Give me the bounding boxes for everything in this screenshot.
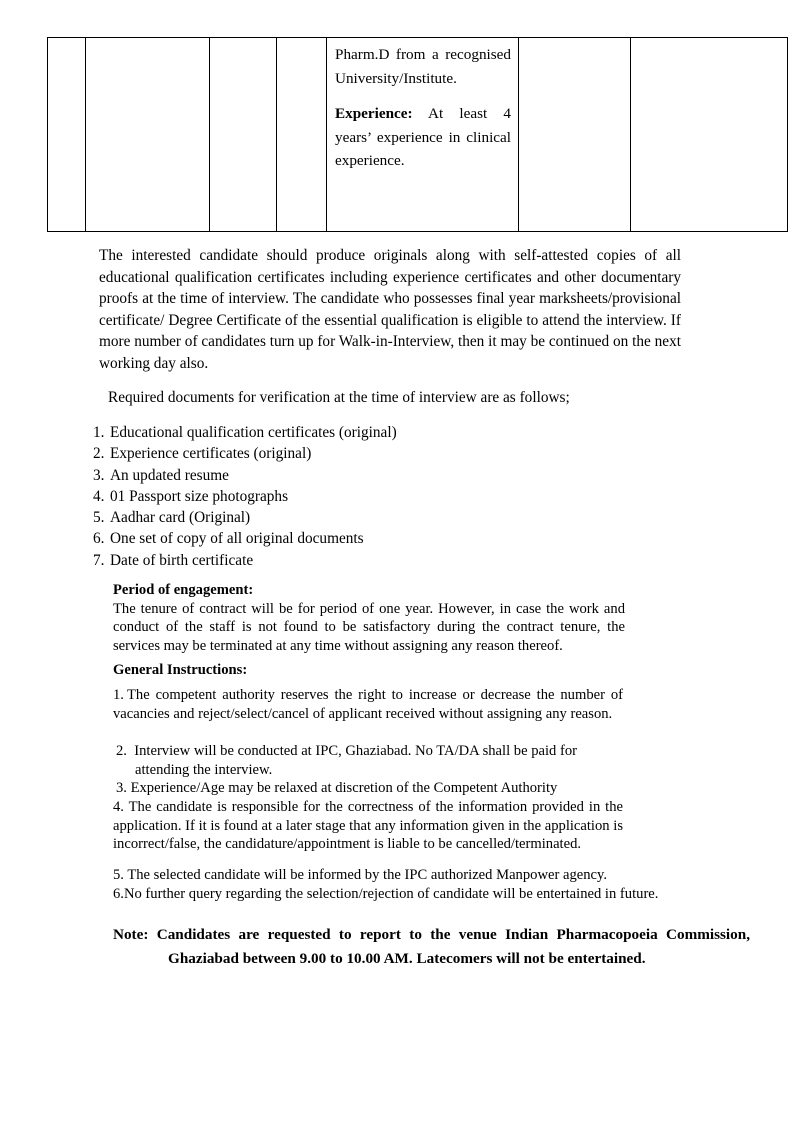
experience-label: Experience: [335, 105, 413, 122]
list-item-number: 1. [93, 424, 105, 441]
list-item [93, 550, 653, 571]
qualification-cell-content [335, 43, 511, 173]
list-item [93, 486, 653, 507]
list-item-number: 6. [93, 530, 105, 548]
list-item [93, 465, 653, 486]
table-row [48, 38, 788, 232]
period-of-engagement-section [113, 581, 625, 655]
table-cell-serial [48, 38, 86, 232]
period-of-engagement-text: The tenure of contract will be for period of one year. However, in case the work and conduct of the staff is not found to be satisfactory during the contract tenure, the services may be terminated at any time without assigning any reason thereof. [113, 600, 625, 654]
general-instructions-heading: General Instructions: [113, 662, 248, 678]
general-instruction-2-text: Interview will be conducted at IPC, Ghaziabad. No TA/DA shall be paid for [134, 743, 577, 759]
experience-text: At least 4 years’ experience in clinical experience. [335, 105, 511, 169]
list-item-number: 2. [93, 445, 105, 463]
list-item [93, 422, 653, 443]
period-of-engagement-heading: Period of engagement: [113, 582, 254, 598]
general-instruction-1-text: The competent authority reserves the right to increase or decrease the number of vacancies and reject/select/cancel of applicant received without assigning any reason. [113, 687, 623, 722]
list-item-number: 7. [93, 551, 105, 569]
general-instruction-item-3: 3. Experience/Age may be relaxed at discretion of the Competent Authority [116, 780, 558, 796]
table-cell-post-name [86, 38, 210, 232]
general-instruction-item-5: 5. The selected candidate will be informed by the IPC authorized Manpower agency. [113, 867, 607, 883]
general-instruction-item-1 [113, 686, 623, 723]
general-instruction-1-number: 1. [113, 687, 124, 703]
note-section: Note: Candidates are requested to report to the venue Indian Pharmacopoeia Commission, Ghaziabad between 9.00 to 10.00 AM. Latecomers will not be entertained. [113, 926, 750, 967]
list-item-label: Date of birth certificate [110, 551, 254, 569]
list-item-label: An updated resume [110, 466, 229, 484]
general-instruction-item-2 [116, 742, 616, 779]
list-item [93, 528, 653, 549]
main-paragraph: The interested candidate should produce originals along with self-attested copies of all educational qualification certificates including experience certificates and other documentary proofs at the time of interview. The candidate who possesses final year marksheets/provisional certificate/ Degree Certificate of the essential qualification is eligible to attend the interview. If more number of candidates turn up for Walk-in-Interview, then it may be continued on the next working day also. [99, 247, 681, 372]
table-cell-vacancies [210, 38, 277, 232]
required-documents-intro: Required documents for verification at the time of interview are as follows; [108, 389, 570, 406]
table-cell-qualification [327, 38, 519, 232]
general-instruction-item-6: 6.No further query regarding the selection/rejection of candidate will be entertained in future. [113, 886, 659, 902]
list-item [93, 507, 653, 528]
list-item-number: 3. [93, 466, 105, 484]
general-instruction-2-line2: attending the interview. [135, 761, 273, 778]
list-item-label: Experience certificates (original) [110, 445, 312, 463]
qualification-table [47, 37, 788, 232]
list-item-label: Aadhar card (Original) [110, 509, 251, 527]
experience-paragraph [335, 102, 511, 173]
general-instruction-2-line1 [116, 743, 577, 759]
list-item-number: 5. [93, 509, 105, 527]
list-item-label: One set of copy of all original documents [110, 530, 364, 548]
general-instruction-2-number: 2. [116, 743, 127, 759]
list-item-label: Educational qualification certificates (original) [110, 424, 397, 441]
required-documents-list [93, 422, 653, 571]
list-item [93, 443, 653, 464]
table-cell-remarks [631, 38, 788, 232]
table-cell-remuneration [519, 38, 631, 232]
table-cell-age [277, 38, 327, 232]
list-item-label: 01 Passport size photographs [110, 487, 289, 505]
general-instruction-item-4: 4. The candidate is responsible for the correctness of the information provided in the application. If it is found at a later stage that any information given in the application is incorrect/false, the candidature/appointment is liable to be cancelled/terminated. [113, 799, 623, 853]
list-item-number: 4. [93, 487, 105, 505]
qualification-text: Pharm.D from a recognised University/Institute. [335, 46, 511, 87]
